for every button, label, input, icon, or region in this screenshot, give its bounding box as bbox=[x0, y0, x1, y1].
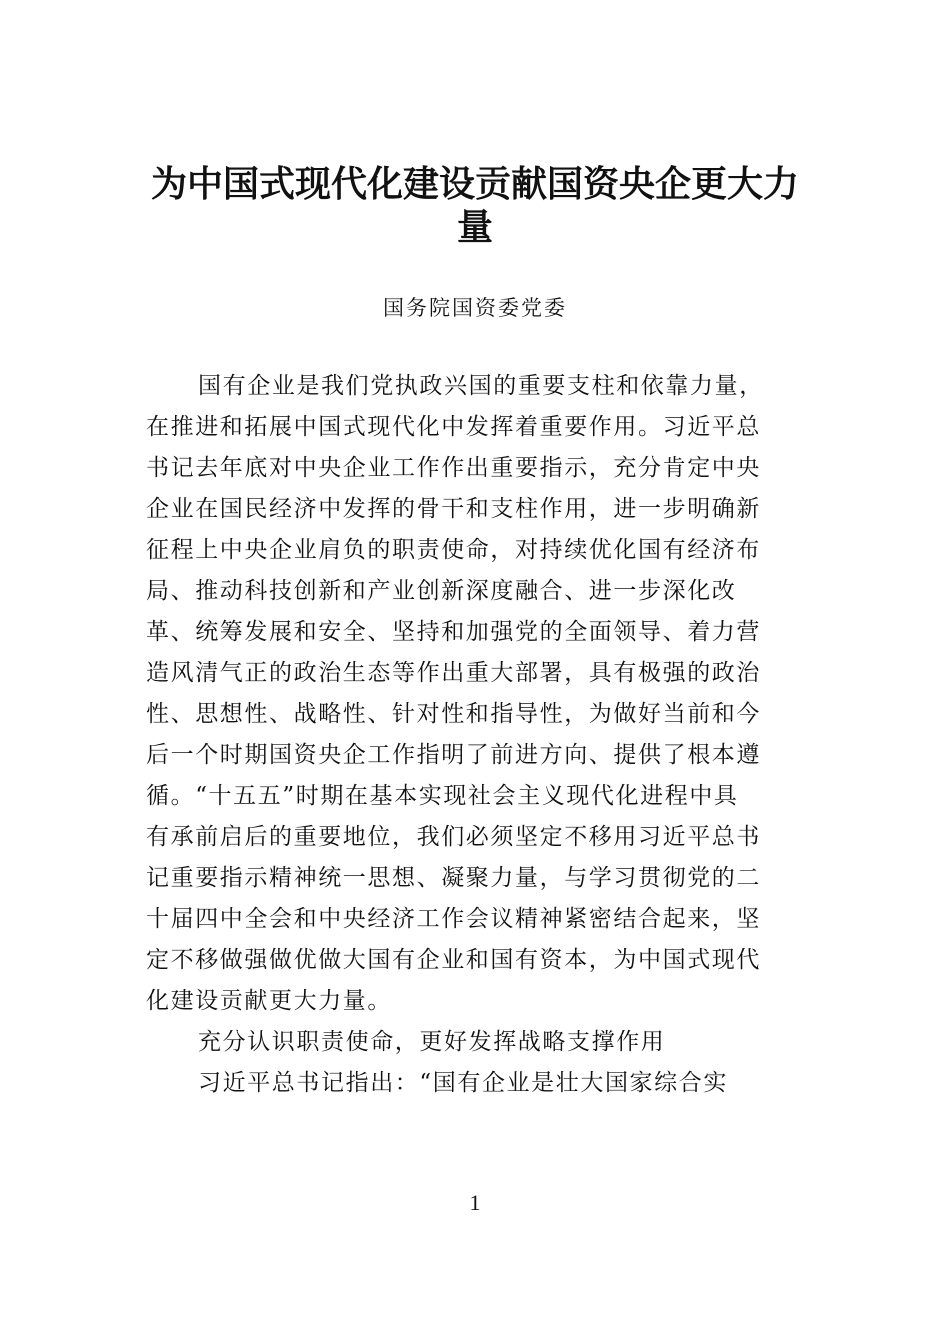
body-line: 征程上中央企业肩负的职责使命，对持续优化国有经济布 bbox=[146, 537, 761, 563]
body-line: 企业在国民经济中发挥的骨干和支柱作用，进一步明确新 bbox=[146, 496, 761, 522]
body-line: 化建设贡献更大力量。 bbox=[146, 988, 392, 1014]
body-line: 局、推动科技创新和产业创新深度融合、进一步深化改 bbox=[146, 578, 737, 604]
body-line: 后一个时期国资央企工作指明了前进方向、提供了根本遵 bbox=[146, 742, 761, 768]
body-line: 革、统筹发展和安全、坚持和加强党的全面领导、着力营 bbox=[146, 619, 761, 645]
document-title-line-1: 为中国式现代化建设贡献国资央企更大力 bbox=[150, 163, 799, 205]
body-line: 在推进和拓展中国式现代化中发挥着重要作用。习近平总 bbox=[146, 414, 761, 440]
body-line: 十届四中全会和中央经济工作会议精神紧密结合起来，坚 bbox=[146, 906, 761, 932]
body-line: 国有企业是我们党执政兴国的重要支柱和依靠力量， bbox=[198, 373, 764, 399]
document-title-line-2: 量 bbox=[456, 206, 493, 248]
page-number: 1 bbox=[469, 1190, 481, 1215]
body-line: 循。“十五五”时期在基本实现社会主义现代化进程中具 bbox=[146, 783, 739, 809]
body-line: 习近平总书记指出：“国有企业是壮大国家综合实 bbox=[198, 1070, 728, 1096]
body-line: 性、思想性、战略性、针对性和指导性，为做好当前和今 bbox=[146, 701, 761, 727]
body-line: 书记去年底对中央企业工作作出重要指示，充分肯定中央 bbox=[146, 455, 761, 481]
document-body bbox=[146, 366, 786, 1104]
body-line: 有承前启后的重要地位，我们必须坚定不移用习近平总书 bbox=[146, 824, 761, 850]
body-line: 记重要指示精神统一思想、凝聚力量，与学习贯彻党的二 bbox=[146, 865, 761, 891]
body-line: 定不移做强做优做大国有企业和国有资本，为中国式现代 bbox=[146, 947, 761, 973]
body-line: 造风清气正的政治生态等作出重大部署，具有极强的政治 bbox=[146, 660, 761, 686]
section-heading: 充分认识职责使命，更好发挥战略支撑作用 bbox=[198, 1029, 666, 1055]
document-author: 国务院国资委党委 bbox=[383, 296, 567, 320]
